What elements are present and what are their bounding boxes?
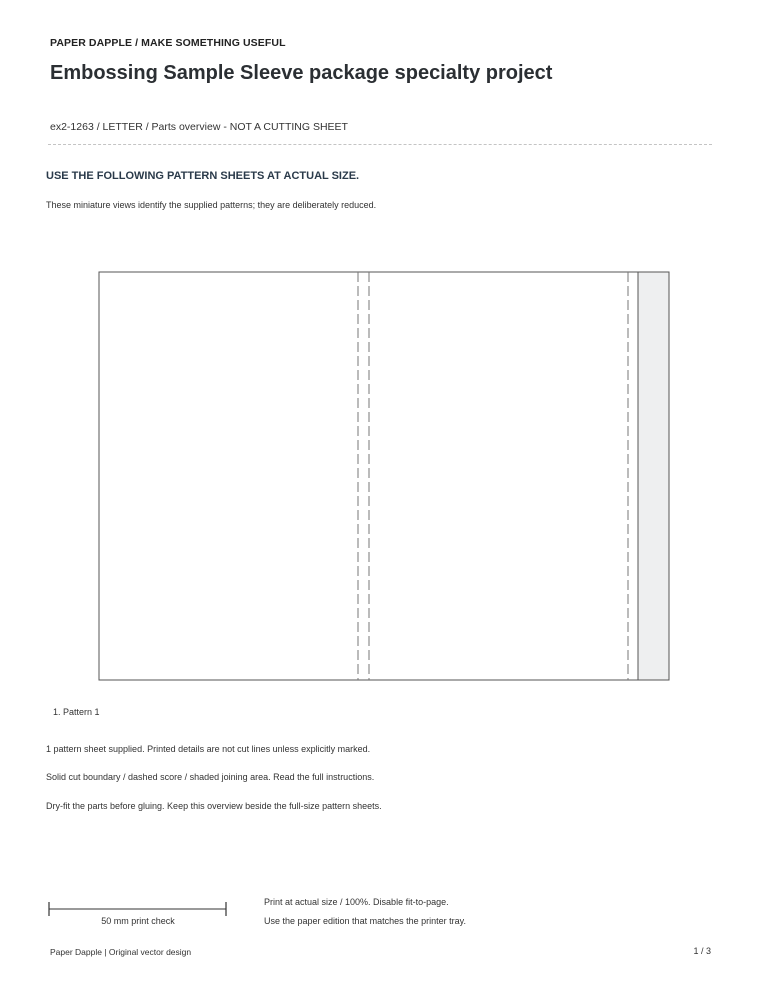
glue-area: [638, 272, 669, 680]
note-sheets: 1 pattern sheet supplied. Printed details are not cut lines unless explicitly marked.: [46, 744, 371, 754]
note-legend: Solid cut boundary / dashed score / shaded joining area. Read the full instructions.: [46, 772, 375, 782]
page-number: 1 / 3: [693, 946, 711, 956]
scale-label: 50 mm print check: [101, 916, 175, 926]
footer-credit: Paper Dapple | Original vector design: [50, 947, 192, 957]
page-title: Embossing Sample Sleeve package specialty project: [50, 62, 553, 84]
section-heading: USE THE FOLLOWING PATTERN SHEETS AT ACTUAL SIZE.: [46, 170, 360, 182]
header-divider: [48, 144, 712, 145]
cut-boundary: [99, 272, 669, 680]
document-meta: ex2-1263 / LETTER / Parts overview - NOT A CUTTING SHEET: [50, 121, 348, 133]
brand-line: PAPER DAPPLE / MAKE SOMETHING USEFUL: [50, 37, 286, 49]
pattern-1-preview: [98, 271, 670, 681]
print-note-size: Print at actual size / 100%. Disable fit-to-page.: [264, 897, 449, 907]
figure-caption: 1. Pattern 1: [53, 707, 100, 717]
section-intro: These miniature views identify the supplied patterns; they are deliberately reduced.: [46, 200, 377, 210]
print-note-paper: Use the paper edition that matches the printer tray.: [264, 916, 466, 926]
note-dry-fit: Dry-fit the parts before gluing. Keep this overview beside the full-size pattern sheets.: [46, 801, 382, 811]
